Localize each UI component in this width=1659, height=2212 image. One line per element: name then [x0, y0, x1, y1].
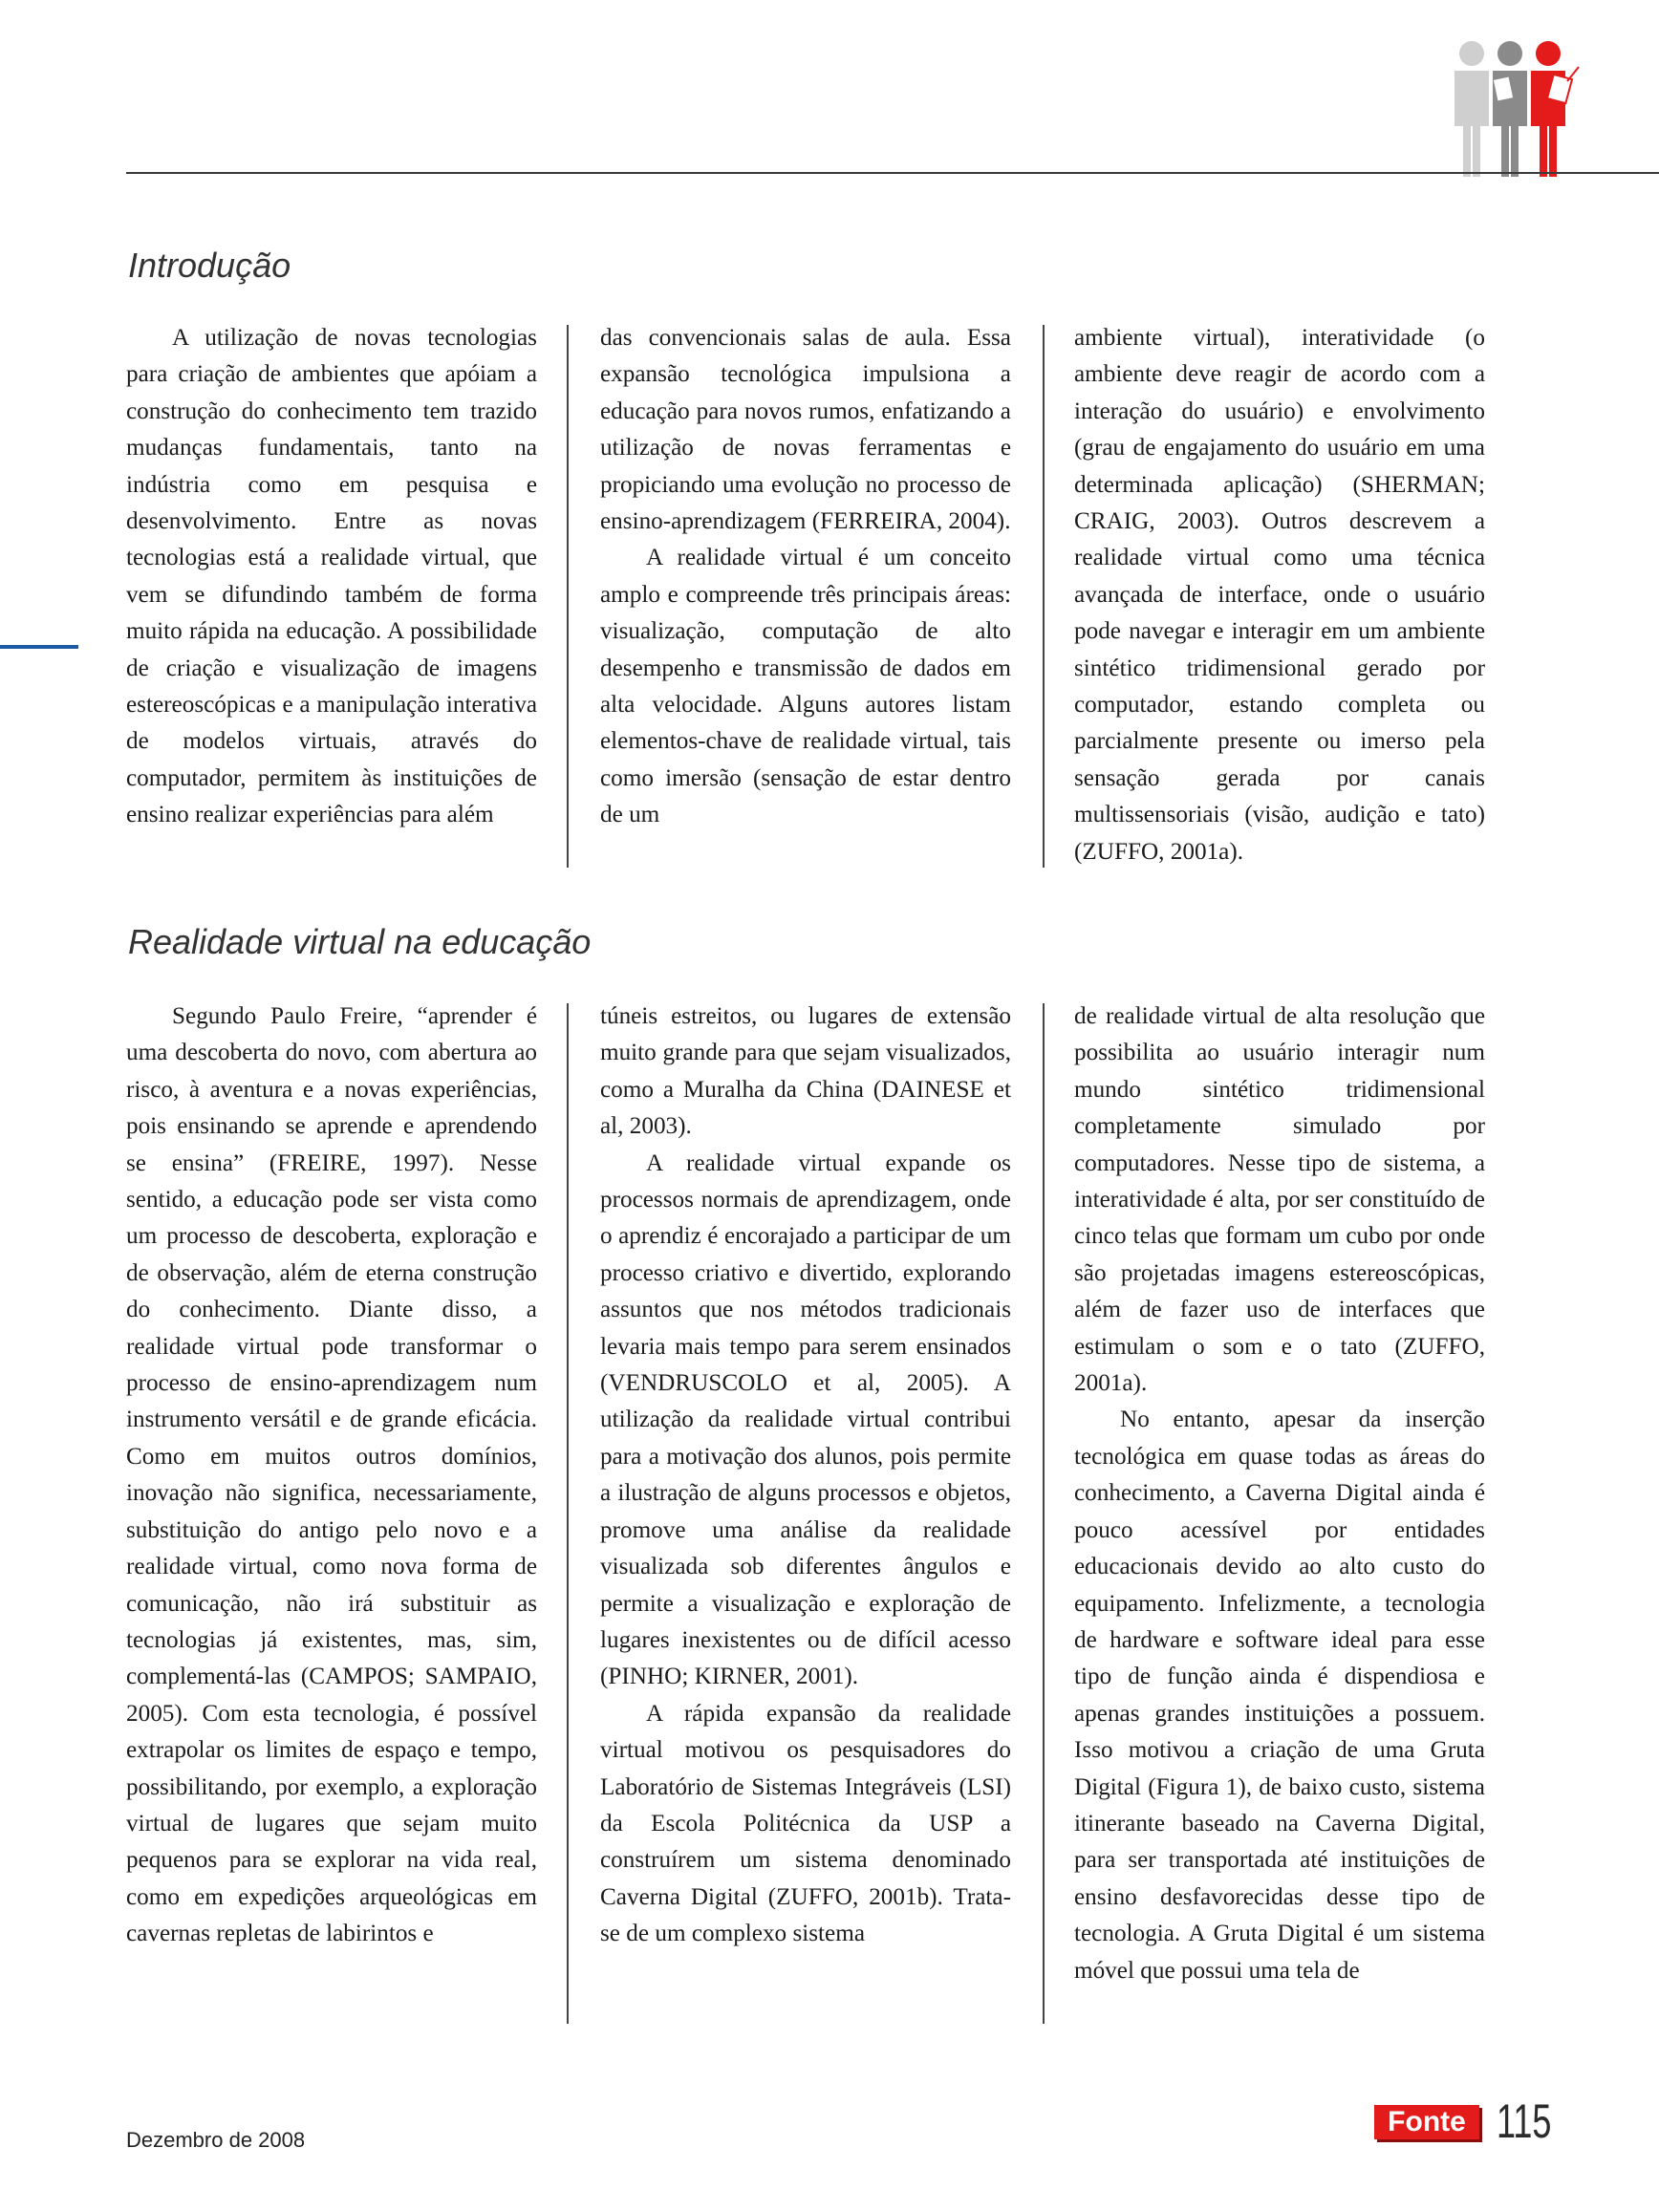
paragraph: No entanto, apesar da inserção tecnológica em quase todas as áreas do conhecimento, a Caverna Digital ainda é pouco acessível por entidades educacionais devido ao alto custo do equipamento. Infelizmente, a tecnologia de hardware e software ideal para esse tipo de função ainda é dispendiosa e apenas grandes instituições a possuem. Isso motivou a criação de uma Gruta Digital (Figura 1), de baixo custo, sistema itinerante baseado na Caverna Digital, para ser transportada até instituições de ensino desfavorecidas desse tipo de tecnologia. A Gruta Digital é um sistema móvel que possui uma tela de [1074, 1407, 1485, 1984]
three-people-logo-icon [1443, 38, 1586, 177]
column-rule [1043, 325, 1045, 868]
paragraph: ambiente virtual), interatividade (o ambiente deve reagir de acordo com a interação do usuário) e envolvimento (grau de engajamento do usuário em uma determinada aplicação) (SHERMAN; CRAIG, 2003). Outros descrevem a realidade virtual como uma técnica avançada de interface, onde o usuário pode navegar e interagir em um ambiente sintético tridimensional gerado por computador, estando completa ou parcialmente presente ou imerso pela sensação gerada por canais multissensoriais (visão, audição e tato) (ZUFFO, 2001a). [1074, 325, 1485, 865]
footer-date: Dezembro de 2008 [126, 2128, 306, 2152]
section-title-introducao: Introdução [128, 246, 291, 285]
paragraph: A rápida expansão da realidade virtual motivou os pesquisadores do Laboratório de Sistemas Integráveis (LSI) da Escola Politécnica da USP a construírem um sistema denominado Caverna Digital (ZUFFO, 2001b). Trata-se de um complexo sistema [600, 1700, 1011, 1947]
intro-column-1 [126, 320, 537, 834]
paragraph: A realidade virtual expande os processos normais de aprendizagem, onde o aprendiz é encorajado a participar de um processo criativo e divertido, explorando assuntos que nos métodos tradicionais levaria mais tempo para serem ensinados (VENDRUSCOLO et al, 2005). A utilização da realidade virtual contribui para a motivação dos alunos, pois permite a ilustração de alguns processos e objetos, promove uma análise da realidade visualizada sob diferentes ângulos e permite a visualização e exploração de lugares inexistentes ou de difícil acesso (PINHO; KIRNER, 2001). [600, 1149, 1011, 1690]
intro-column-2 [600, 320, 1011, 834]
rv-column-1 [126, 999, 537, 1953]
paragraph: A realidade virtual é um conceito amplo e compreende três principais áreas: visualização, computação de alto desempenho e transmissão de dados em alta velocidade. Alguns autores listam elementos-chave de realidade virtual, tais como imersão (sensação de estar dentro de um [600, 545, 1011, 828]
header-rule [126, 172, 1659, 174]
column-rule [567, 325, 569, 868]
side-marker [0, 645, 78, 649]
paragraph: Segundo Paulo Freire, “aprender é uma descoberta do novo, com abertura ao risco, à aventura e a novas experiências, pois ensinando se aprende e aprendendo se ensina” (FREIRE, 1997). Nesse sentido, a educação pode ser vista como um processo de descoberta, exploração e de observação, além de eterna construção do conhecimento. Diante disso, a realidade virtual pode transformar o processo de ensino-aprendizagem num instrumento versátil e de grande eficácia. Como em muitos outros domínios, inovação não significa, necessariamente, substituição do antigo pelo novo e a realidade virtual, como nova forma de comunicação, não irá substituir as tecnologias já existentes, mas, sim, complementá-las (CAMPOS; SAMPAIO, 2005). Com esta tecnologia, é possível extrapolar os limites de espaço e tempo, possibilitando, por exemplo, a exploração virtual de lugares que sejam muito pequenos para se explorar na vida real, como em expedições arqueológicas em cavernas repletas de labirintos e [126, 1003, 537, 1947]
paragraph: A utilização de novas tecnologias para criação de ambientes que apóiam a construção do conhecimento tem trazido mudanças fundamentais, tanto na indústria como em pesquisa e desenvolvimento. Entre as novas tecnologias está a realidade virtual, que vem se difundindo também de forma muito rápida na educação. A possibilidade de criação e visualização de imagens estereoscópicas e a manipulação interativa de modelos virtuais, através do computador, permitem às instituições de ensino realizar experiências para além [126, 325, 537, 828]
brand-badge: Fonte [1374, 2105, 1479, 2139]
paragraph: de realidade virtual de alta resolução que possibilita ao usuário interagir num mundo sintético tridimensional completamente simulado por computadores. Nesse tipo de sistema, a interatividade é alta, por ser constituído de cinco telas que formam um cubo por onde são projetadas imagens estereoscópicas, além de fazer uso de interfaces que estimulam o som e o tato (ZUFFO, 2001a). [1074, 1003, 1485, 1397]
rv-column-3 [1074, 999, 1485, 1989]
column-rule [567, 1003, 569, 2024]
section-title-realidade-virtual: Realidade virtual na educação [128, 922, 592, 961]
intro-column-3 [1074, 320, 1485, 870]
paragraph: das convencionais salas de aula. Essa expansão tecnológica impulsiona a educação para novos rumos, enfatizando a utilização de novas ferramentas e propiciando uma evolução no processo de ensino-aprendizagem (FERREIRA, 2004). [600, 325, 1011, 535]
page-number: 115 [1497, 2094, 1552, 2148]
rv-column-2 [600, 999, 1011, 1953]
column-rule [1043, 1003, 1045, 2024]
paragraph: túneis estreitos, ou lugares de extensão muito grande para que sejam visualizados, como a Muralha da China (DAINESE et al, 2003). [600, 1003, 1011, 1140]
